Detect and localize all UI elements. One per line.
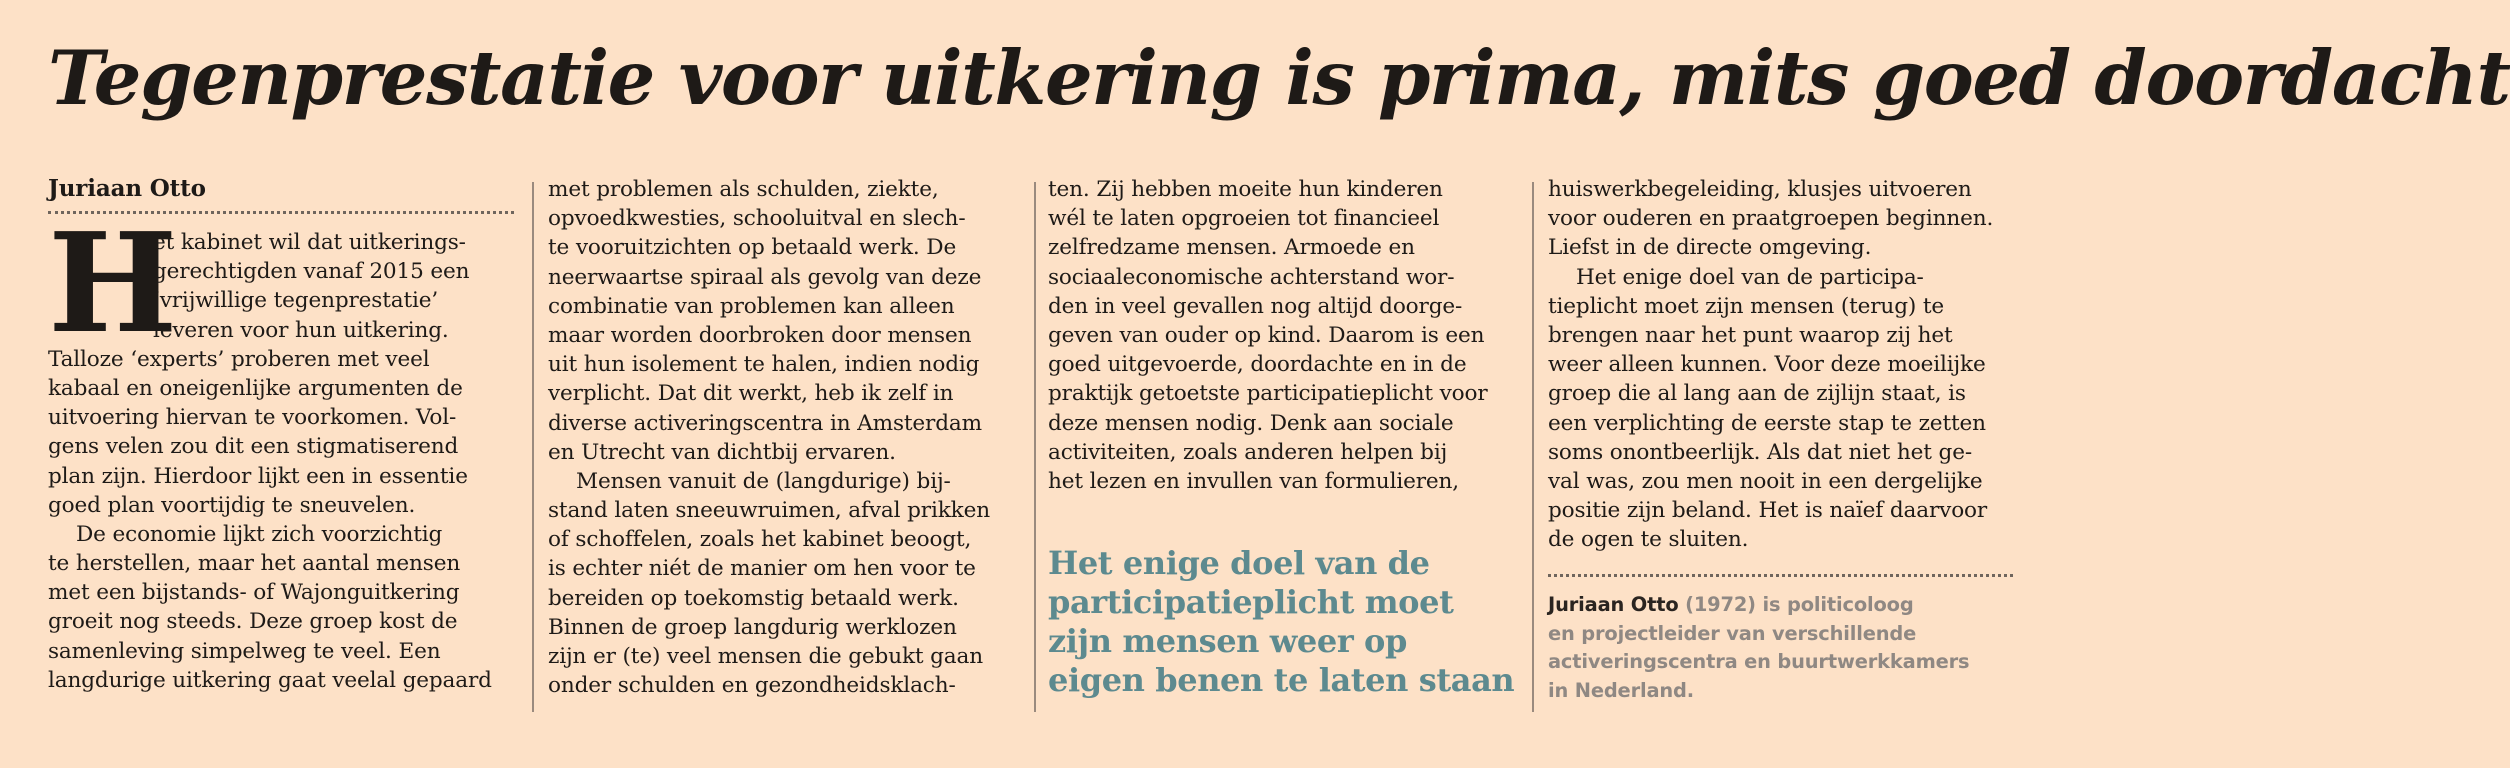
article-columns (48, 175, 2013, 735)
text-line: Mensen vanuit de (langdurige) bij- (576, 468, 951, 494)
drop-cap: H (48, 203, 178, 364)
column-rule (1532, 182, 1534, 712)
column-3 (1048, 175, 1528, 700)
text-line: leveren voor hun uitkering. (153, 317, 449, 343)
text-line: Binnen de groep langdurig werklozen (548, 614, 957, 640)
text-line: onder schulden en gezondheidsklach- (548, 673, 956, 699)
text-line: wél te laten opgroeien tot financieel (1048, 206, 1440, 232)
text-line: huiswerkbegeleiding, klusjes uitvoeren (1548, 177, 1972, 202)
text-line: langdurige uitkering gaat veelal gepaard (48, 667, 492, 693)
text-line: zelfredzame mensen. Armoede en (1048, 235, 1415, 261)
text-line: brengen naar het punt waarop zij het (1548, 322, 1953, 348)
text-line: combinatie van problemen kan alleen (548, 293, 955, 319)
text-line: positie zijn beland. Het is naïef daarvoor (1548, 498, 1988, 524)
text-line: goed plan voortijdig te sneuvelen. (48, 492, 416, 518)
text-line: te herstellen, maar het aantal mensen (48, 551, 461, 577)
text-line: neerwaartse spiraal als gevolg van deze (548, 264, 982, 290)
text-line: Talloze ‘experts’ proberen met veel (48, 346, 430, 372)
text-line: of schoffelen, zoals het kabinet beoogt, (548, 527, 972, 553)
text-line: Het enige doel van de participa- (1576, 264, 1924, 290)
text-line: diverse activeringscentra in Amsterdam (548, 410, 982, 436)
column-rule (1034, 182, 1036, 712)
text-line: een verplichting de eerste stap te zetten (1548, 410, 1986, 436)
text-line: uit hun isolement te halen, indien nodig (548, 352, 980, 378)
text-line: den in veel gevallen nog altijd doorge- (1048, 293, 1463, 319)
text-line: activiteiten, zoals anderen helpen bij (1048, 439, 1448, 465)
author-bio (1548, 574, 2013, 705)
text-line: kabaal en oneigenlijke argumenten de (48, 375, 463, 401)
text-line: met een bijstands- of Wajonguitkering (48, 580, 460, 606)
text-line: De economie lijkt zich voorzichtig (76, 521, 443, 547)
column-1 (48, 175, 518, 695)
pull-quote-line: zijn mensen weer op (1048, 622, 1407, 661)
column-rule (532, 182, 534, 712)
text-line: samenleving simpelweg te veel. Een (48, 638, 441, 664)
text-line: soms onontbeerlijk. Als dat niet het ge- (1548, 439, 1972, 465)
text-line: met problemen als schulden, ziekte, (548, 177, 939, 202)
column-4 (1548, 175, 2013, 705)
bio-line: en projectleider van verschillende (1548, 621, 1917, 645)
text-line: en Utrecht van dichtbij ervaren. (548, 439, 896, 465)
column-2 (548, 175, 1028, 700)
text-line: uitvoering hiervan te voorkomen. Vol- (48, 405, 457, 431)
pull-quote-line: Het enige doel van de (1048, 544, 1430, 583)
text-line: gerechtigden vanaf 2015 een (153, 259, 470, 285)
text-line: opvoedkwesties, schooluitval en slech- (548, 206, 966, 232)
column-1-text (48, 203, 518, 695)
text-line: geven van ouder op kind. Daarom is een (1048, 322, 1485, 348)
bio-line: in Nederland. (1548, 678, 1695, 702)
headline: Tegenprestatie voor uitkering is prima, mits goed doordacht (48, 34, 2510, 122)
text-line: ‘vrijwillige tegenprestatie’ (153, 288, 439, 314)
text-line: ten. Zij hebben moeite hun kinderen (1048, 177, 1443, 202)
pull-quote (1048, 544, 1528, 700)
text-line: groep die al lang aan de zijlijn staat, is (1548, 381, 1966, 407)
text-line: praktijk getoetste participatieplicht voor (1048, 381, 1488, 407)
text-line: het lezen en invullen van formulieren, (1048, 468, 1459, 494)
bio-line: activeringscentra en buurtwerkkamers (1548, 650, 1970, 674)
text-line: te vooruitzichten op betaald werk. De (548, 235, 957, 261)
text-line: plan zijn. Hierdoor lijkt een in essentie (48, 463, 468, 489)
text-line: voor ouderen en praatgroepen beginnen. (1548, 206, 1994, 232)
byline: Juriaan Otto (48, 175, 514, 214)
pull-quote-line: eigen benen te laten staan (1048, 661, 1515, 700)
text-line: verplicht. Dat dit werkt, heb ik zelf in (548, 381, 954, 407)
text-line: de ogen te sluiten. (1548, 527, 1749, 553)
text-line: weer alleen kunnen. Voor deze moeilijke (1548, 352, 1986, 378)
text-line: tieplicht moet zijn mensen (terug) te (1548, 293, 1945, 319)
text-line: groeit nog steeds. Deze groep kost de (48, 609, 458, 635)
text-line: Liefst in de directe omgeving. (1548, 235, 1872, 261)
text-line: bereiden op toekomstig betaald werk. (548, 585, 959, 611)
text-line: stand laten sneeuwruimen, afval prikken (548, 498, 990, 524)
text-line: is echter niét de manier om hen voor te (548, 556, 976, 582)
bio-line (1548, 591, 2013, 620)
text-line: sociaaleconomische achterstand wor- (1048, 264, 1455, 290)
text-line: deze mensen nodig. Denk aan sociale (1048, 410, 1454, 436)
text-line: zijn er (te) veel mensen die gebukt gaan (548, 644, 984, 669)
text-line: val was, zou men nooit in een dergelijke (1548, 468, 1983, 494)
pull-quote-line: participatieplicht moet (1048, 583, 1454, 622)
bio-text: (1972) is politicoloog (1678, 593, 1914, 617)
text-line: maar worden doorbroken door mensen (548, 322, 972, 348)
bio-author-name: Juriaan Otto (1548, 593, 1679, 617)
text-line: goed uitgevoerde, doordachte en in de (1048, 352, 1467, 378)
text-line: et kabinet wil dat uitkerings- (153, 230, 466, 255)
text-line: gens velen zou dit een stigmatiserend (48, 434, 459, 460)
